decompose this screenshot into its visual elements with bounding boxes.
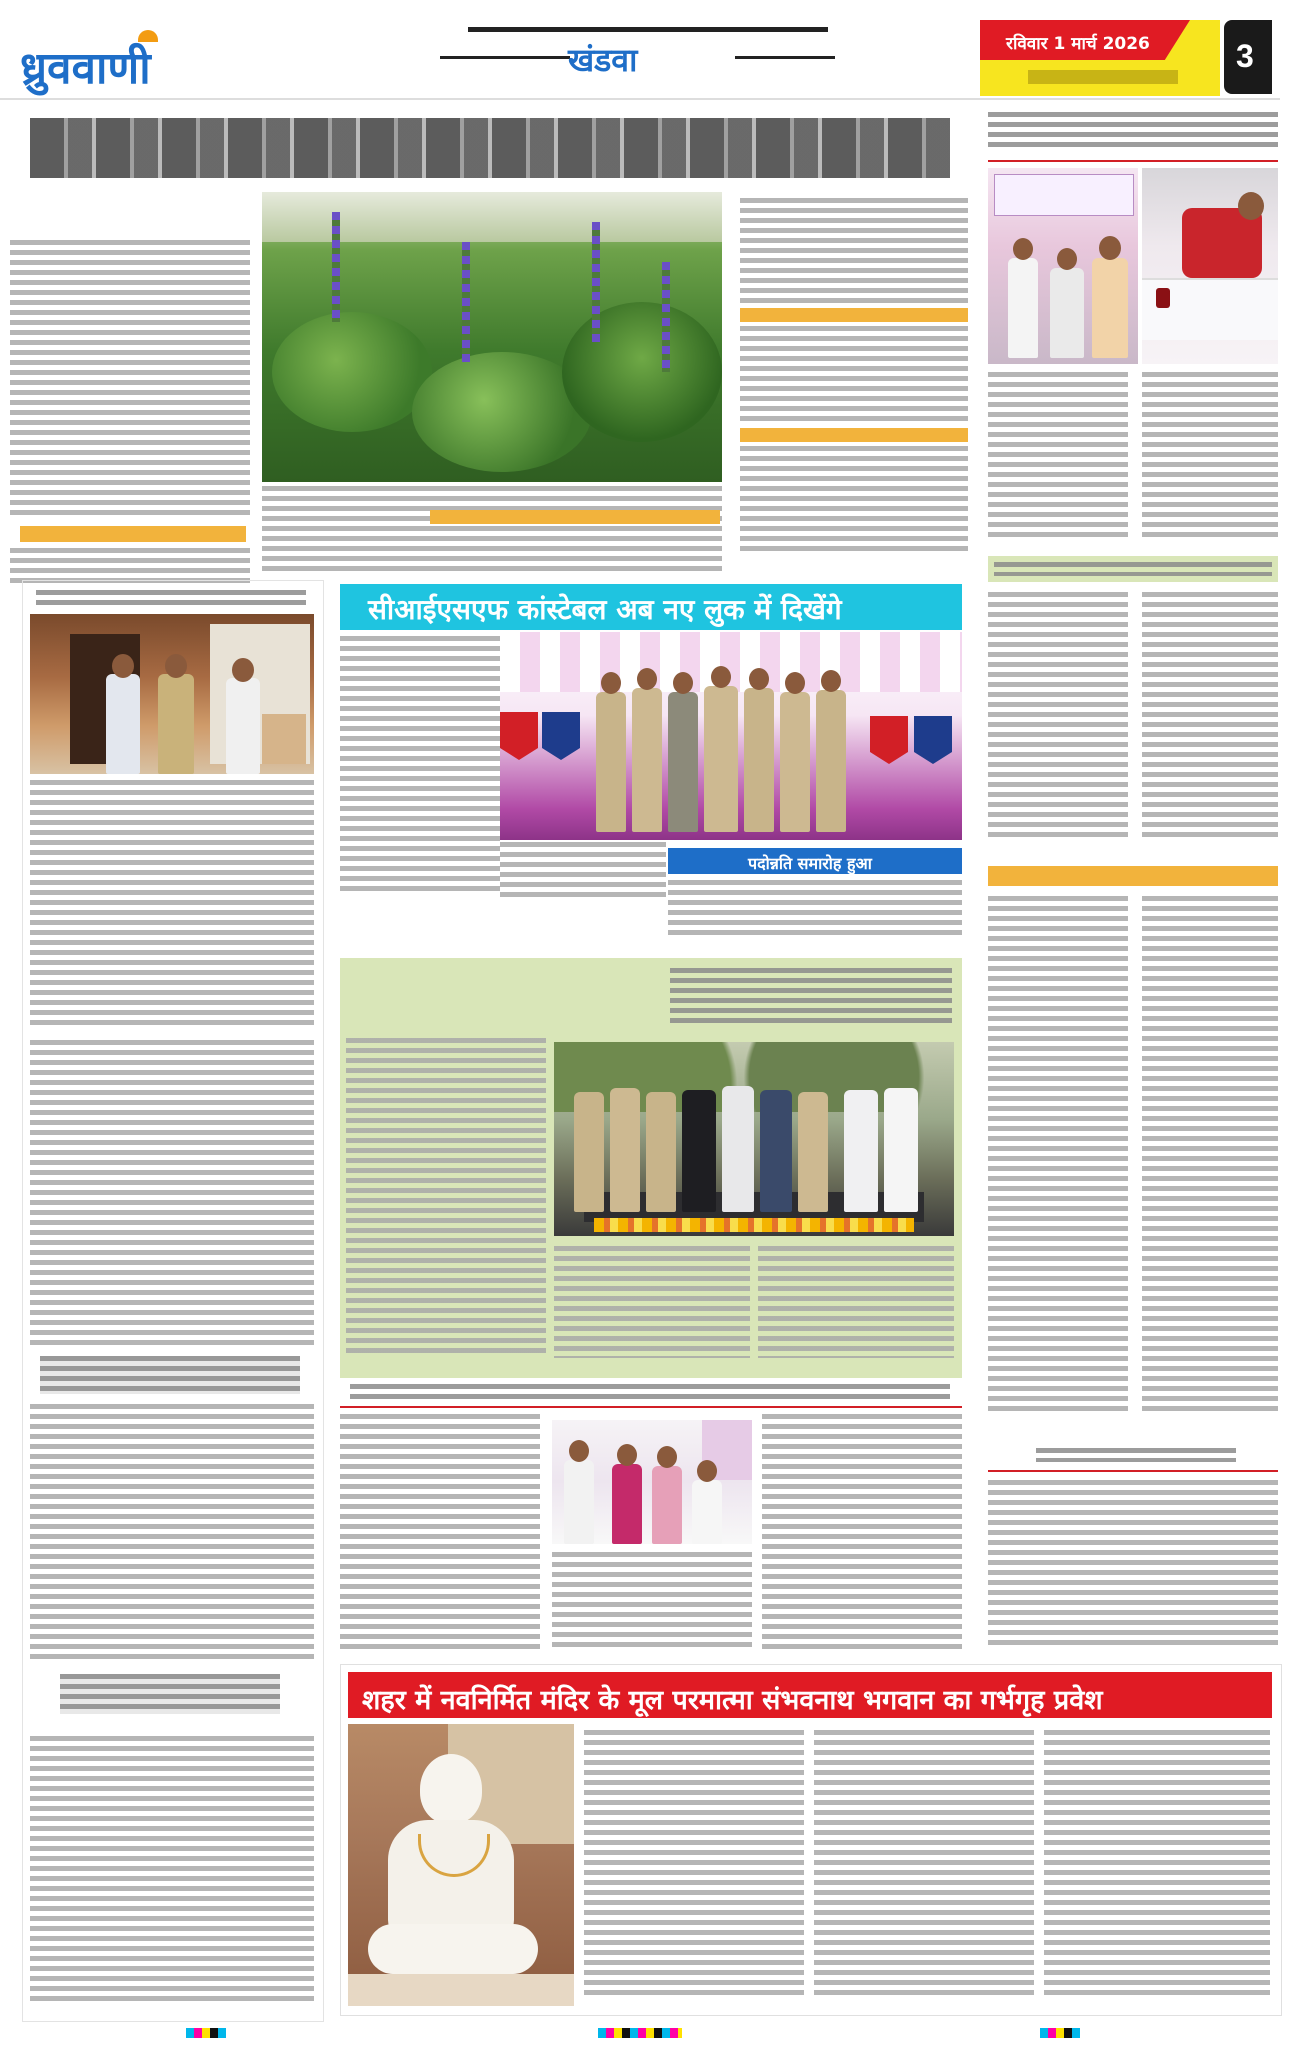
officer (798, 1092, 828, 1212)
page-number: 3 (1236, 38, 1254, 74)
right-bottom-text (988, 1480, 1278, 1650)
memorial-text-right (758, 1246, 954, 1358)
masthead (0, 0, 1300, 100)
person (564, 1460, 594, 1544)
lead-right-column-3 (740, 446, 968, 556)
right-mid-text-a (988, 592, 1128, 842)
left-story-text-1 (30, 780, 314, 1030)
person (226, 678, 260, 774)
left-subhead-1-lines (40, 1356, 300, 1394)
page-number-box (1224, 20, 1272, 94)
blood-bag (1156, 288, 1170, 308)
lead-left-subhead (20, 526, 246, 542)
person (692, 1480, 722, 1544)
date-text: रविवार 1 मार्च 2026 (1006, 34, 1150, 54)
cpl-text-bottom (668, 880, 962, 936)
person-head (1013, 238, 1033, 260)
person (760, 1090, 792, 1212)
memorial-story-box (340, 958, 962, 1378)
officer (816, 690, 846, 832)
cpl-caption-box (668, 848, 962, 874)
officer (646, 1092, 676, 1212)
cpl-headline: सीआईएसएफ कांस्टेबल अब नए लुक में दिखेंगे (368, 593, 842, 626)
temple-text-col-3 (1044, 1730, 1270, 2000)
masthead-rule-left (440, 56, 570, 59)
officer (704, 686, 738, 832)
lead-center-text (262, 486, 722, 576)
camp-rule (340, 1406, 962, 1408)
officer (668, 692, 698, 832)
cpl-text-under-photo (500, 842, 666, 902)
person-head (569, 1440, 589, 1462)
officer-head (601, 672, 621, 694)
memorial-text-mid (554, 1246, 750, 1358)
temple-text-col-2 (814, 1730, 1034, 2000)
officer (780, 692, 810, 832)
person-head (617, 1444, 637, 1466)
person (106, 674, 140, 774)
blood-donation-photo-2 (1142, 168, 1278, 364)
promotion-ceremony-photo (500, 632, 962, 840)
right-mid-text-b (1142, 592, 1278, 842)
flower-spike (662, 262, 670, 372)
temple-headline-band (348, 1672, 1272, 1718)
officer (744, 688, 774, 832)
flower-spike (462, 242, 470, 362)
right-top-text-a (988, 372, 1128, 540)
person-head (232, 658, 254, 682)
memorial-headline (670, 968, 952, 1028)
memorial-photo (554, 1042, 954, 1236)
pennant-flag (542, 712, 580, 760)
memorial-text-left (346, 1038, 546, 1358)
person (884, 1088, 918, 1212)
person-head (1057, 248, 1077, 270)
left-story-text-4 (30, 1736, 314, 2006)
lead-right-column-2 (740, 326, 968, 426)
person (1092, 258, 1128, 358)
right-mid-headline-box (988, 556, 1278, 582)
person (1008, 258, 1038, 358)
idol-lap (368, 1924, 538, 1974)
banner (994, 174, 1134, 216)
date-box (980, 20, 1220, 96)
registration-marks-center (598, 2028, 682, 2038)
jain-idol-photo (348, 1724, 574, 2006)
camp-text-left (340, 1414, 540, 1654)
person-head (1099, 236, 1121, 260)
temple-text-col-1 (584, 1730, 804, 2000)
officer (596, 692, 626, 832)
pennant-flag (914, 716, 952, 764)
donor-head (1238, 192, 1264, 220)
right-lower-text-b (1142, 896, 1278, 1416)
masthead-underline (0, 98, 1280, 100)
right-bottom-headline (1036, 1448, 1236, 1462)
pennant-flag (870, 716, 908, 764)
person (612, 1464, 642, 1544)
left-subhead-2-lines (60, 1674, 280, 1714)
camp-text-right (762, 1414, 962, 1654)
officer (610, 1088, 640, 1212)
lead-right-subhead-1 (740, 308, 968, 322)
right-bottom-rule (988, 1470, 1278, 1472)
logo (20, 28, 260, 94)
officer (574, 1092, 604, 1212)
cpl-caption: पदोन्नति समारोह हुआ (748, 854, 872, 873)
police-officer (158, 674, 194, 774)
officer-head (673, 672, 693, 694)
right-top-text-b (1142, 372, 1278, 540)
person-head (697, 1460, 717, 1482)
temple-headline: शहर में नवनिर्मित मंदिर के मूल परमात्मा संभवनाथ भगवान का गर्भगृह प्रवेश (362, 1685, 1103, 1716)
police-raid-photo (30, 614, 314, 774)
pennant-flag (500, 712, 538, 760)
cpl-headline-band (340, 584, 962, 630)
section-name: खंडवा (568, 41, 638, 79)
officer-head (821, 670, 841, 692)
left-story-headline (36, 590, 306, 606)
officer-head (637, 668, 657, 690)
sky (262, 192, 722, 242)
person (1050, 268, 1084, 358)
officer (632, 688, 662, 832)
idol-head (420, 1754, 482, 1824)
cpl-text-left (340, 636, 500, 896)
masthead-rule-right (735, 56, 835, 59)
logo-text: ध्रुववाणी (20, 43, 151, 94)
officer-head (785, 672, 805, 694)
camp-headline (350, 1384, 950, 1400)
person (844, 1090, 878, 1212)
right-top-headline (988, 112, 1278, 152)
left-story-text-2 (30, 1040, 314, 1350)
stage-curtain (500, 632, 962, 692)
seized-box (262, 714, 306, 764)
lead-center-subhead (430, 510, 720, 524)
right-top-rule (988, 160, 1278, 162)
leaf-cluster (562, 302, 722, 442)
person (722, 1086, 754, 1212)
left-subhead-1 (40, 1356, 300, 1394)
lead-left-column (10, 240, 250, 520)
health-camp-photo (552, 1420, 752, 1544)
right-lower-headline (988, 866, 1278, 886)
registration-marks-left (186, 2028, 226, 2038)
flower-garland (594, 1218, 914, 1232)
lead-headline-blurred (30, 118, 950, 178)
right-lower-text-a (988, 896, 1128, 1416)
lead-left-column-lower (10, 548, 250, 584)
lead-right-column (740, 198, 968, 306)
flower-spike (332, 212, 340, 322)
person-head (112, 654, 134, 678)
blood-donation-photo-1 (988, 168, 1138, 364)
crop-field-photo (262, 192, 722, 482)
date-subbar (1028, 70, 1178, 84)
pedestal (348, 1974, 574, 2006)
person-head (165, 654, 187, 678)
leaf-cluster (272, 312, 432, 432)
person (682, 1090, 716, 1212)
camp-text-under-photo (552, 1552, 752, 1652)
person (652, 1466, 682, 1544)
masthead-rule-top (468, 27, 828, 32)
flower-spike (592, 222, 600, 342)
officer-head (749, 668, 769, 690)
officer-head (711, 666, 731, 688)
lead-right-subhead-2 (740, 428, 968, 442)
left-subhead-2 (60, 1674, 280, 1714)
registration-marks-right (1040, 2028, 1080, 2038)
right-mid-headline (994, 562, 1272, 576)
person-head (657, 1446, 677, 1468)
left-story-text-3 (30, 1404, 314, 1664)
